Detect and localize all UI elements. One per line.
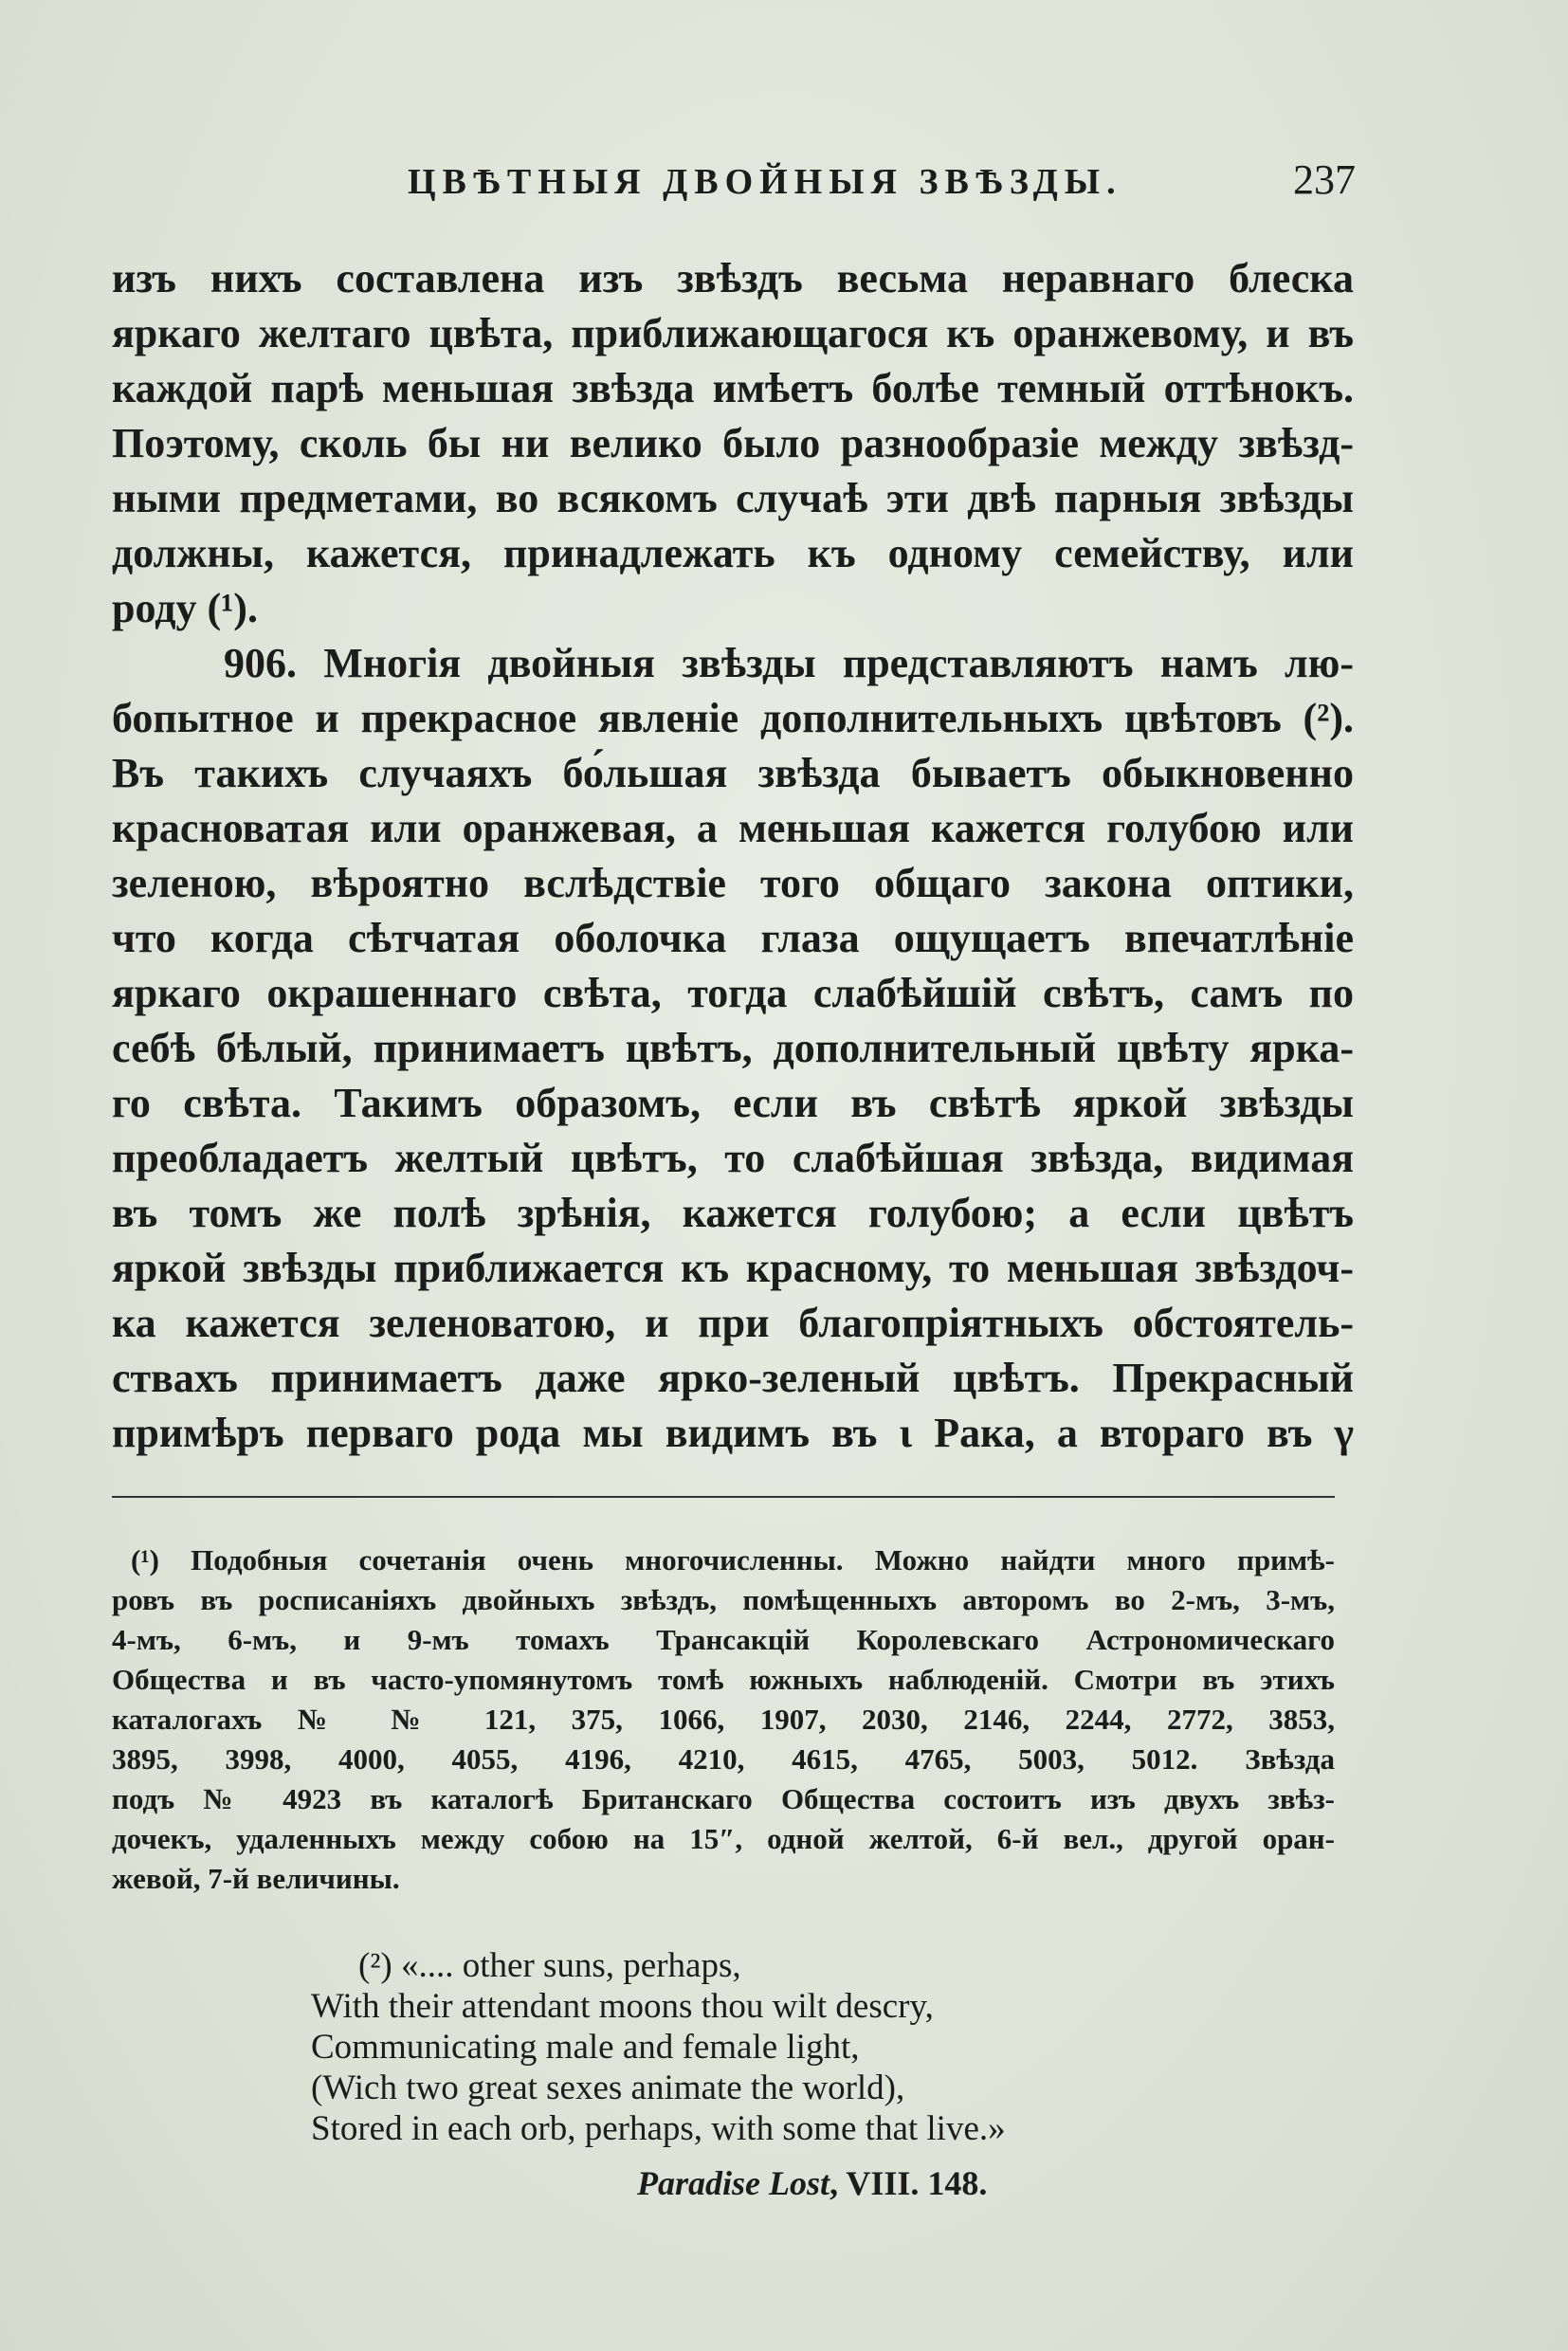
text-line: красноватая или оранжевая, а меньшая кажется голубою или	[112, 805, 1354, 851]
text-line: что когда сѣтчатая оболочка глаза ощущаетъ впечатлѣніе	[112, 915, 1354, 961]
running-title: ЦВѢТНЫЯ ДВОЙНЫЯ ЗВѢЗДЫ.	[408, 162, 1122, 202]
page-number: 237	[1293, 156, 1356, 203]
paragraph-906-first-line	[112, 636, 1354, 691]
text-line: Въ такихъ случаяхъ бо́льшая звѣзда бываетъ обыкновенно	[112, 750, 1354, 796]
footnote-line: дочекъ, удаленныхъ между собою на 15″, одной желтой, 6-й вел., другой оран-	[112, 1822, 1335, 1855]
text-line: ствахъ принимаетъ даже ярко-зеленый цвѣтъ. Прекрасный	[112, 1355, 1354, 1401]
footnote-1	[112, 1540, 1335, 1899]
poem-line: (²) «.... other suns, perhaps,	[358, 1946, 741, 1985]
text-line: го свѣта. Такимъ образомъ, если въ свѣтѣ яркой звѣзды	[112, 1080, 1354, 1126]
footnote-divider	[112, 1496, 1335, 1498]
source-work-title: Paradise Lost	[637, 2164, 830, 2202]
text-line: примѣръ перваго рода мы видимъ въ ι Рака, а втораго въ γ	[112, 1410, 1354, 1456]
footnote-line: Общества и въ часто-упомянутомъ томѣ южныхъ наблюденій. Смотри въ этихъ	[112, 1663, 1335, 1696]
text-line: яркаго желтаго цвѣта, приближающагося къ оранжевому, и въ	[112, 310, 1354, 356]
text-line: въ томъ же полѣ зрѣнія, кажется голубою; а если цвѣтъ	[112, 1190, 1354, 1236]
text-line: себѣ бѣлый, принимаетъ цвѣтъ, дополнительный цвѣту ярка-	[112, 1025, 1354, 1071]
footnote-line: 3895, 3998, 4000, 4055, 4196, 4210, 4615, 4765, 5003, 5012. Звѣзда	[112, 1742, 1335, 1776]
poem-line: (Wich two great sexes animate the world),	[311, 2069, 905, 2107]
poem-source	[637, 2163, 987, 2203]
text-line: зеленою, вѣроятно вслѣдствіе того общаго закона оптики,	[112, 860, 1354, 906]
footnote-line: каталогахъ № № 121, 375, 1066, 1907, 2030, 2146, 2244, 2772, 3853,	[112, 1703, 1335, 1736]
text-line: каждой парѣ меньшая звѣзда имѣетъ болѣе темный оттѣнокъ.	[112, 365, 1354, 411]
text-line: ными предметами, во всякомъ случаѣ эти двѣ парныя звѣзды	[112, 475, 1354, 521]
footnote-line: жевой, 7-й величины.	[112, 1862, 400, 1895]
footnote-line: (¹) Подобныя сочетанія очень многочисленны. Можно найдти много примѣ-	[131, 1543, 1335, 1576]
source-reference: , VIII. 148.	[830, 2164, 988, 2202]
text-line: изъ нихъ составлена изъ звѣздъ весьма неравнаго блеска	[112, 255, 1354, 301]
running-header	[114, 156, 1356, 218]
text-line: бопытное и прекрасное явленіе дополнительныхъ цвѣтовъ (²).	[112, 695, 1354, 741]
poem-line: Communicating male and female light,	[311, 2028, 860, 2067]
text-line: Поэтому, сколь бы ни велико было разнообразіе между звѣзд-	[112, 420, 1354, 466]
text-line: яркаго окрашеннаго свѣта, тогда слабѣйшій свѣтъ, самъ по	[112, 970, 1354, 1016]
text-line: ка кажется зеленоватою, и при благопріятныхъ обстоятель-	[112, 1300, 1354, 1346]
footnote-line: 4-мъ, 6-мъ, и 9-мъ томахъ Трансакцій Королевскаго Астрономическаго	[112, 1623, 1335, 1656]
footnote-line: ровъ въ росписаніяхъ двойныхъ звѣздъ, помѣщенныхъ авторомъ во 2-мъ, 3-мъ,	[112, 1583, 1335, 1616]
poem-line: Stored in each orb, perhaps, with some that live.»	[311, 2109, 1006, 2148]
text-line: должны, кажется, принадлежать къ одному семейству, или	[112, 530, 1354, 576]
text-line: роду (¹).	[112, 585, 258, 631]
text-line: преобладаетъ желтый цвѣтъ, то слабѣйшая звѣзда, видимая	[112, 1135, 1354, 1181]
main-text	[112, 251, 1354, 1461]
footnote-line: подъ № 4923 въ каталогѣ Британскаго Общества состоитъ изъ двухъ звѣз-	[112, 1782, 1335, 1815]
footnote-2-poem	[311, 1945, 1164, 2149]
poem-line: With their attendant moons thou wilt descry,	[311, 1987, 934, 2026]
paragraph-906-text: 906. Многія двойныя звѣзды представляютъ намъ лю-	[224, 640, 1354, 686]
text-line: яркой звѣзды приближается къ красному, то меньшая звѣздоч-	[112, 1245, 1354, 1291]
